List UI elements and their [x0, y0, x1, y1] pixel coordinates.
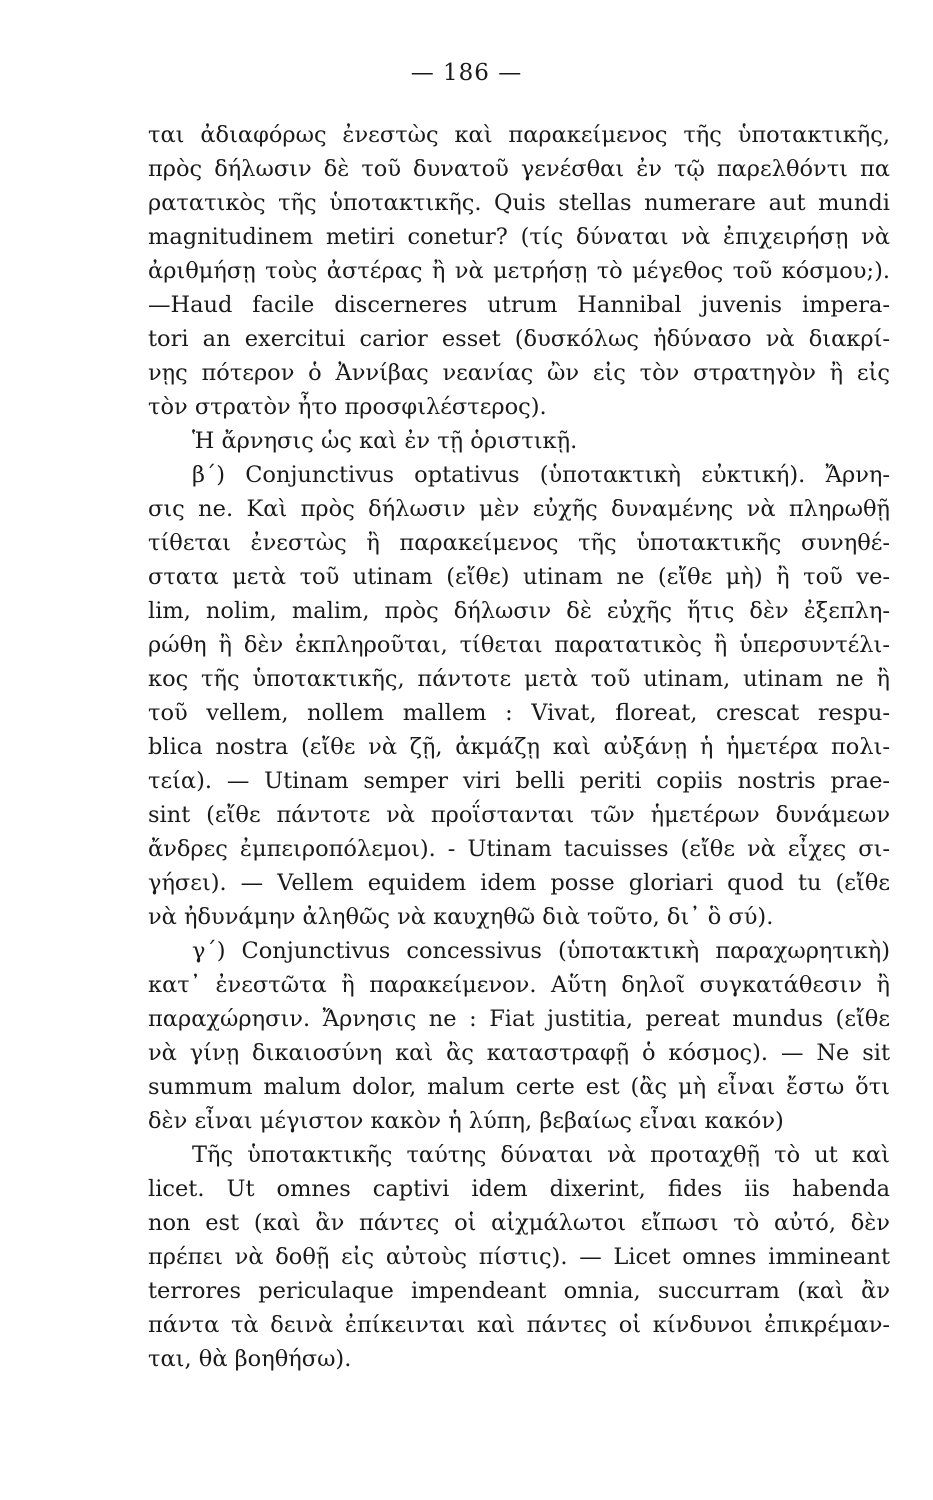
text-line: τοῦ vellem, nollem mallem : Vivat, floreat, crescat respu-: [148, 700, 890, 726]
text-line: κος τῆς ὑποτακτικῆς, πάντοτε μετὰ τοῦ utinam, utinam ne ἢ: [148, 666, 890, 692]
text-line: magnitudinem metiri conetur? (τίς δύναται νὰ ἐπιχειρήσῃ νὰ: [148, 224, 890, 250]
text-line: β΄) Conjunctivus optativus (ὑποτακτικὴ εὐκτική). Ἄρνη-: [192, 462, 890, 488]
page-number: — 186 —: [410, 60, 523, 86]
text-line: στατα μετὰ τοῦ utinam (εἴθε) utinam ne (εἴθε μὴ) ἢ τοῦ ve-: [148, 564, 890, 590]
text-line: ρώθη ἢ δὲν ἐκπληροῦται, τίθεται παρατατικὸς ἢ ὑπερσυντέλι-: [148, 632, 890, 658]
text-line: γ΄) Conjunctivus concessivus (ὑποτακτικὴ παραχωρητικὴ): [192, 938, 890, 964]
text-line: δὲν εἶναι μέγιστον κακὸν ἡ λύπη, βεβαίως εἶναι κακόν): [148, 1108, 784, 1134]
text-line: σις ne. Καὶ πρὸς δήλωσιν μὲν εὐχῆς δυναμένης νὰ πληρωθῇ: [148, 496, 890, 522]
text-line: licet. Ut omnes captivi idem dixerint, fides iis habenda: [148, 1176, 890, 1202]
text-line: sint (εἴθε πάντοτε νὰ προΐστανται τῶν ἡμετέρων δυνάμεων: [148, 802, 890, 828]
text-line: γήσει). — Vellem equidem idem posse gloriari quod tu (εἴθε: [148, 870, 890, 896]
body-text: [148, 118, 890, 1376]
text-line: πάντα τὰ δεινὰ ἐπίκεινται καὶ πάντες οἱ κίνδυνοι ἐπικρέμαν-: [148, 1312, 890, 1338]
text-line: κατ᾽ ἐνεστῶτα ἢ παρακείμενον. Αὕτη δηλοῖ συγκατάθεσιν ἢ: [148, 972, 890, 998]
text-line: νὰ γίνῃ δικαιοσύνη καὶ ἂς καταστραφῇ ὁ κόσμος). — Ne sit: [148, 1040, 890, 1066]
text-line: tori an exercitui carior esset (δυσκόλως ἠδύνασο νὰ διακρί-: [148, 326, 890, 352]
text-line: νὰ ἠδυνάμην ἀληθῶς νὰ καυχηθῶ διὰ τοῦτο, δι᾽ ὃ σύ).: [148, 904, 774, 930]
text-line: lim, nolim, malim, πρὸς δήλωσιν δὲ εὐχῆς ἥτις δὲν ἐξεπλη-: [148, 598, 890, 624]
text-line: τὸν στρατὸν ἦτο προσφιλέστερος).: [148, 394, 547, 420]
text-line: —Haud facile discerneres utrum Hannibal juvenis impera-: [148, 292, 890, 318]
text-line: ται ἀδιαφόρως ἐνεστὼς καὶ παρακείμενος τῆς ὑποτακτικῆς,: [148, 122, 890, 148]
text-line: terrores periculaque impendeant omnia, succurram (καὶ ἂν: [148, 1278, 890, 1304]
text-line: Τῆς ὑποτακτικῆς ταύτης δύναται νὰ προταχθῇ τὸ ut καὶ: [192, 1142, 890, 1168]
text-line: νῃς πότερον ὁ Ἀννίβας νεανίας ὢν εἰς τὸν στρατηγὸν ἢ εἰς: [148, 360, 890, 386]
text-line: summum malum dolor, malum certe est (ἂς μὴ εἶναι ἔστω ὅτι: [148, 1074, 890, 1100]
text-line: παραχώρησιν. Ἄρνησις ne : Fiat justitia, pereat mundus (εἴθε: [148, 1006, 890, 1032]
text-line: πρέπει νὰ δοθῇ εἰς αὐτοὺς πίστις). — Licet omnes immineant: [148, 1244, 890, 1270]
text-line: ρατατικὸς τῆς ὑποτακτικῆς. Quis stellas numerare aut mundi: [148, 190, 890, 216]
text-line: ἀριθμήσῃ τοὺς ἀστέρας ἢ νὰ μετρήσῃ τὸ μέγεθος τοῦ κόσμου;).: [148, 258, 890, 284]
text-line: πρὸς δήλωσιν δὲ τοῦ δυνατοῦ γενέσθαι ἐν τῷ παρελθόντι πα: [148, 156, 890, 182]
text-line: τίθεται ἐνεστὼς ἢ παρακείμενος τῆς ὑποτακτικῆς συνηθέ-: [148, 530, 890, 556]
text-line: Ἡ ἄρνησις ὡς καὶ ἐν τῇ ὁριστικῇ.: [192, 428, 578, 454]
text-line: ται, θὰ βοηθήσω).: [148, 1346, 352, 1372]
text-line: ἄνδρες ἐμπειροπόλεμοι). - Utinam tacuisses (εἴθε νὰ εἶχες σι-: [148, 836, 890, 862]
text-line: non est (καὶ ἂν πάντες οἱ αἰχμάλωτοι εἴπωσι τὸ αὐτό, δὲν: [148, 1210, 890, 1236]
text-line: blica nostra (εἴθε νὰ ζῇ, ἀκμάζῃ καὶ αὐξάνῃ ἡ ἡμετέρα πολι-: [148, 734, 890, 760]
text-line: τεία). — Utinam semper viri belli periti copiis nostris prae-: [148, 768, 890, 794]
